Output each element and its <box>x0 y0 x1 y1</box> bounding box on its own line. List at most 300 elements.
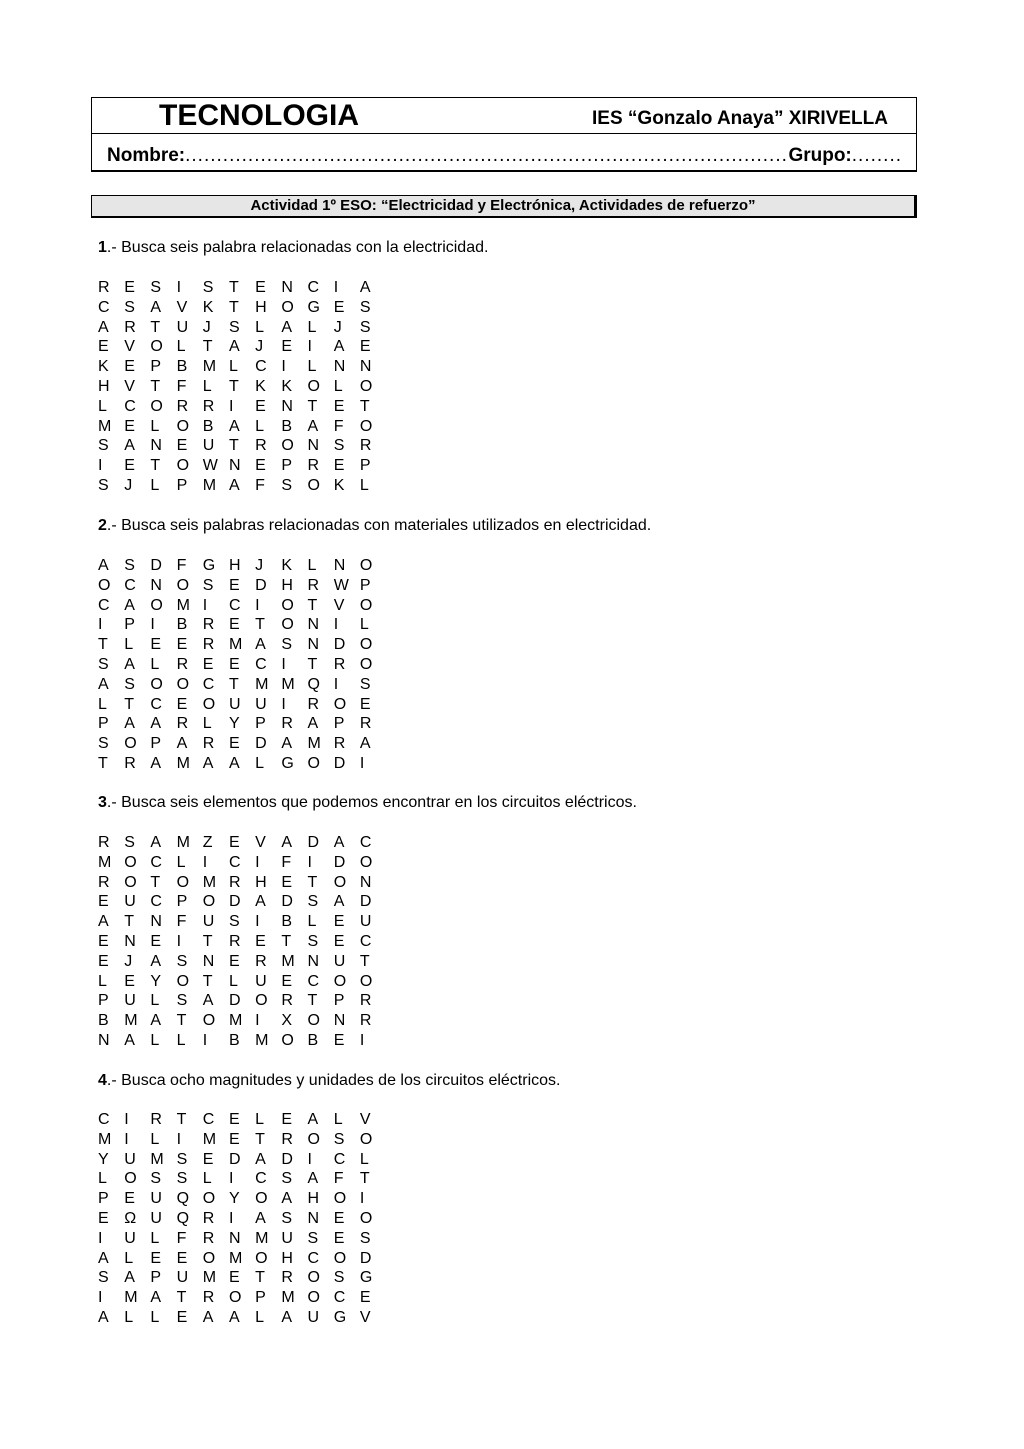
grid-letter: S <box>333 437 345 455</box>
grid-letter: R <box>228 932 241 950</box>
grid-row <box>98 1011 386 1031</box>
grid-letter: L <box>150 1130 160 1148</box>
grid-letter: A <box>124 1031 135 1049</box>
grid-letter: O <box>281 437 294 455</box>
grid-letter: C <box>228 853 241 871</box>
grid-letter: T <box>228 298 239 316</box>
grid-letter: A <box>150 834 162 851</box>
grid-letter: L <box>150 1229 160 1247</box>
grid-letter: T <box>359 1170 370 1188</box>
grid-letter: N <box>98 1031 110 1049</box>
grid-letter: I <box>281 695 286 713</box>
grid-row <box>98 932 386 952</box>
grid-letter: S <box>98 655 109 673</box>
grid-letter: P <box>150 735 162 753</box>
grid-letter: M <box>202 476 217 494</box>
grid-letter: F <box>176 377 187 395</box>
grid-letter: E <box>98 932 109 950</box>
grid-letter: J <box>255 338 264 356</box>
grid-letter: R <box>255 437 267 455</box>
grid-row <box>98 635 386 655</box>
grid-letter: V <box>124 377 135 395</box>
grid-letter: A <box>255 893 266 911</box>
grid-row <box>98 1189 386 1209</box>
grid-letter: N <box>333 358 346 376</box>
grid-letter: D <box>281 893 293 911</box>
grid-letter: R <box>176 397 189 415</box>
grid-letter: M <box>98 853 112 871</box>
grid-row <box>98 1169 386 1189</box>
grid-letter: O <box>307 1130 320 1148</box>
grid-letter: T <box>307 596 318 614</box>
grid-letter: I <box>359 754 365 772</box>
grid-letter: N <box>307 952 320 970</box>
grid-letter: I <box>176 932 182 950</box>
grid-letter: O <box>359 557 373 574</box>
grid-letter: Q <box>176 1190 190 1208</box>
grid-letter: U <box>176 1269 189 1287</box>
grid-letter: G <box>307 298 320 316</box>
grid-letter: M <box>307 735 321 753</box>
grid-letter: M <box>228 636 243 654</box>
grid-letter: M <box>255 675 269 693</box>
question-number: 1 <box>98 239 107 256</box>
grid-letter: E <box>281 338 292 356</box>
grid-letter: N <box>281 279 293 296</box>
grid-letter: N <box>281 397 293 415</box>
grid-row <box>98 695 386 715</box>
question-text: .- Busca ocho magnitudes y unidades de los circuitos eléctricos. <box>106 1072 561 1089</box>
grid-letter: E <box>176 1308 188 1326</box>
grid-letter: B <box>281 417 292 435</box>
grid-letter: D <box>228 1150 241 1168</box>
grid-letter: O <box>255 1249 268 1267</box>
grid-letter: I <box>281 358 286 376</box>
grid-letter: N <box>228 1229 241 1247</box>
grid-letter: I <box>255 853 260 871</box>
grid-letter: L <box>228 972 238 990</box>
grid-letter: E <box>333 1209 345 1227</box>
grid-row <box>98 972 386 992</box>
grid-row <box>98 397 386 417</box>
grid-letter: T <box>176 1289 187 1307</box>
grid-letter: S <box>124 557 135 574</box>
grid-letter: O <box>281 1031 294 1049</box>
grid-letter: P <box>124 616 135 634</box>
grid-letter: M <box>124 1289 138 1307</box>
grid-letter: E <box>150 932 162 950</box>
grid-letter: D <box>228 992 241 1010</box>
grid-letter: O <box>124 873 137 891</box>
grid-letter: R <box>281 1269 293 1287</box>
grid-letter: A <box>150 952 162 970</box>
grid-letter: S <box>307 893 319 911</box>
grid-letter: V <box>333 596 345 614</box>
grid-letter: D <box>281 1150 293 1168</box>
grid-letter: Y <box>228 1190 240 1208</box>
grid-row <box>98 714 386 734</box>
grid-letter: O <box>307 754 320 772</box>
grid-letter: L <box>176 853 186 871</box>
question-number: 2 <box>98 517 107 534</box>
grid-letter: F <box>255 476 265 494</box>
grid-letter: L <box>150 476 160 494</box>
grid-letter: O <box>202 1249 216 1267</box>
grid-letter: A <box>150 1012 162 1030</box>
grid-letter: C <box>307 972 320 990</box>
grid-letter: W <box>202 457 218 475</box>
grid-letter: A <box>281 834 292 851</box>
grid-letter: O <box>255 992 268 1010</box>
grid-letter: S <box>281 1170 292 1188</box>
grid-letter: C <box>255 358 267 376</box>
grid-letter: A <box>228 754 240 772</box>
grid-letter: R <box>307 695 320 713</box>
grid-row <box>98 1130 386 1150</box>
grid-row <box>98 1249 386 1269</box>
grid-letter: O <box>359 636 373 654</box>
grid-letter: E <box>228 1130 240 1148</box>
word-search-grid-4 <box>98 1110 386 1328</box>
grid-letter: O <box>281 616 294 634</box>
grid-letter: Z <box>202 834 213 851</box>
grid-letter: I <box>176 1130 182 1148</box>
grid-letter: T <box>176 1012 187 1030</box>
grid-letter: P <box>150 1269 162 1287</box>
grid-letter: L <box>98 1170 107 1188</box>
grid-letter: H <box>307 1190 320 1208</box>
grid-letter: D <box>228 893 241 911</box>
grid-letter: S <box>228 318 240 336</box>
grid-letter: P <box>150 358 162 376</box>
grid-letter: C <box>98 1111 110 1128</box>
grid-letter: T <box>255 1130 265 1148</box>
grid-letter: J <box>124 476 133 494</box>
grid-letter: C <box>150 853 162 871</box>
header-box <box>91 97 917 172</box>
grid-letter: H <box>228 557 241 574</box>
grid-letter: T <box>124 695 134 713</box>
grid-letter: E <box>124 279 135 296</box>
grid-letter: K <box>281 557 292 574</box>
grid-letter: L <box>307 557 317 574</box>
grid-letter: E <box>333 298 345 316</box>
grid-row <box>98 456 386 476</box>
grid-letter: S <box>176 1170 188 1188</box>
grid-letter: T <box>307 655 318 673</box>
grid-letter: M <box>150 1150 164 1168</box>
grid-letter: L <box>255 318 265 336</box>
grid-letter: R <box>333 655 346 673</box>
grid-letter: U <box>150 1209 162 1227</box>
grid-letter: A <box>202 1308 214 1326</box>
grid-letter: E <box>150 1249 162 1267</box>
grid-letter: F <box>333 1170 344 1188</box>
grid-letter: R <box>98 873 110 891</box>
grid-letter: A <box>124 437 135 455</box>
grid-letter: I <box>228 1209 234 1227</box>
grid-letter: M <box>202 873 217 891</box>
grid-letter: A <box>228 1308 240 1326</box>
grid-letter: T <box>150 873 161 891</box>
grid-letter: R <box>202 735 215 753</box>
grid-row <box>98 655 386 675</box>
grid-letter: O <box>176 417 190 435</box>
school-name: IES “Gonzalo Anaya” XIRIVELLA <box>592 108 888 129</box>
grid-letter: F <box>176 913 187 931</box>
grid-row <box>98 833 386 853</box>
grid-letter: L <box>228 358 238 376</box>
grid-letter: R <box>281 715 293 733</box>
grid-letter: S <box>307 932 319 950</box>
name-line <box>107 145 902 167</box>
grid-letter: N <box>202 952 215 970</box>
grid-letter: L <box>255 1111 265 1128</box>
grid-letter: A <box>202 754 214 772</box>
grid-letter: A <box>124 715 135 733</box>
grid-letter: G <box>359 1269 373 1287</box>
grid-letter: Y <box>150 972 162 990</box>
grid-letter: A <box>307 1111 319 1128</box>
grid-letter: E <box>255 279 266 296</box>
grid-letter: E <box>228 1269 240 1287</box>
question-number: 3 <box>98 794 107 811</box>
grid-letter: N <box>359 873 372 891</box>
grid-row <box>98 1150 386 1170</box>
grid-letter: O <box>176 457 190 475</box>
activity-title: Actividad 1º ESO: “Electricidad y Electrónica, Actividades de refuerzo” <box>91 195 917 218</box>
grid-row <box>98 675 386 695</box>
grid-letter: V <box>176 298 188 316</box>
grid-row <box>98 1110 386 1130</box>
grid-letter: U <box>124 992 136 1010</box>
grid-letter: F <box>281 853 292 871</box>
grid-letter: T <box>359 397 370 415</box>
grid-letter: I <box>98 1289 103 1307</box>
grid-letter: M <box>202 1269 217 1287</box>
grid-row <box>98 357 386 377</box>
grid-letter: P <box>359 576 371 594</box>
grid-letter: M <box>228 1012 243 1030</box>
grid-row <box>98 1209 386 1229</box>
grid-letter: L <box>124 1308 134 1326</box>
grid-letter: O <box>281 596 294 614</box>
grid-letter: S <box>98 735 109 753</box>
grid-letter: Y <box>98 1150 109 1168</box>
grid-letter: T <box>359 952 370 970</box>
grid-letter: E <box>124 457 135 475</box>
grid-letter: P <box>98 992 109 1010</box>
grid-letter: C <box>202 675 215 693</box>
grid-letter: T <box>150 318 161 336</box>
grid-letter: D <box>307 834 320 851</box>
grid-letter: E <box>228 834 240 851</box>
grid-letter: O <box>307 377 320 395</box>
grid-letter: O <box>307 476 320 494</box>
grid-letter: C <box>255 1170 267 1188</box>
grid-letter: O <box>150 338 163 356</box>
grid-letter: S <box>98 1269 109 1287</box>
grid-letter: M <box>281 952 295 970</box>
grid-row <box>98 873 386 893</box>
grid-letter: R <box>202 1229 215 1247</box>
grid-letter: I <box>333 279 339 296</box>
grid-letter: E <box>98 1209 109 1227</box>
grid-letter: T <box>307 873 318 891</box>
grid-letter: I <box>98 616 103 634</box>
grid-letter: M <box>228 1249 243 1267</box>
grid-letter: T <box>307 992 318 1010</box>
grid-letter: C <box>150 893 162 911</box>
question-4 <box>98 1071 560 1091</box>
grid-letter: S <box>359 318 371 336</box>
grid-letter: A <box>98 675 109 693</box>
grid-letter: R <box>176 715 189 733</box>
grid-letter: O <box>150 397 163 415</box>
grid-letter: O <box>359 972 373 990</box>
grid-letter: R <box>124 318 136 336</box>
grid-letter: I <box>176 279 182 296</box>
grid-letter: L <box>98 695 107 713</box>
grid-letter: O <box>359 596 373 614</box>
grid-letter: A <box>150 754 162 772</box>
question-3 <box>98 793 637 813</box>
grid-letter: F <box>176 1229 187 1247</box>
grid-letter: S <box>98 437 109 455</box>
grid-letter: T <box>202 932 213 950</box>
grid-row <box>98 734 386 754</box>
grid-letter: S <box>176 1150 188 1168</box>
grid-letter: T <box>150 377 161 395</box>
grid-letter: R <box>359 1012 372 1030</box>
grid-letter: I <box>98 457 103 475</box>
grid-letter: E <box>98 952 109 970</box>
grid-letter: O <box>176 675 190 693</box>
grid-letter: A <box>98 557 109 574</box>
grid-letter: S <box>228 913 240 931</box>
grid-letter: I <box>307 1150 312 1168</box>
grid-row <box>98 1031 386 1051</box>
grid-letter: O <box>150 675 163 693</box>
grid-letter: G <box>333 1308 347 1326</box>
grid-letter: O <box>124 735 137 753</box>
grid-row <box>98 318 386 338</box>
grid-letter: C <box>255 655 267 673</box>
grid-letter: O <box>333 695 347 713</box>
grid-row <box>98 298 386 318</box>
grid-letter: L <box>124 1249 134 1267</box>
grid-letter: C <box>98 596 110 614</box>
grid-letter: H <box>255 873 267 891</box>
grid-letter: E <box>333 932 345 950</box>
grid-letter: E <box>333 913 345 931</box>
grid-letter: O <box>150 596 163 614</box>
grid-letter: T <box>176 1111 187 1128</box>
grid-letter: O <box>281 298 294 316</box>
grid-letter: R <box>150 1111 162 1128</box>
grid-letter: S <box>150 1170 162 1188</box>
grid-letter: O <box>333 972 347 990</box>
grid-letter: I <box>202 596 208 614</box>
grid-letter: T <box>228 675 239 693</box>
grid-letter: L <box>202 1170 212 1188</box>
grid-letter: U <box>124 1229 136 1247</box>
grid-letter: O <box>307 1012 320 1030</box>
grid-letter: A <box>333 338 345 356</box>
grid-letter: E <box>202 1150 214 1168</box>
grid-letter: A <box>228 417 240 435</box>
grid-letter: E <box>228 735 240 753</box>
grid-letter: I <box>124 1111 129 1128</box>
grid-letter: R <box>359 992 372 1010</box>
grid-letter: P <box>333 992 345 1010</box>
grid-letter: E <box>255 457 266 475</box>
grid-letter: A <box>333 834 345 851</box>
grid-letter: E <box>176 636 188 654</box>
grid-letter: B <box>176 358 188 376</box>
grid-letter: J <box>255 557 264 574</box>
grid-letter: M <box>176 754 190 772</box>
grid-letter: E <box>228 576 240 594</box>
grid-letter: T <box>228 377 239 395</box>
grid-letter: M <box>176 834 190 851</box>
grid-letter: A <box>281 1308 292 1326</box>
question-number: 4 <box>98 1072 107 1089</box>
grid-letter: R <box>98 834 110 851</box>
grid-letter: C <box>359 834 372 851</box>
grid-letter: Y <box>228 715 240 733</box>
grid-letter: E <box>124 358 135 376</box>
grid-row <box>98 1268 386 1288</box>
grid-letter: R <box>202 616 215 634</box>
grid-letter: C <box>124 576 136 594</box>
word-search-grid-1 <box>98 278 386 496</box>
grid-letter: A <box>307 1170 319 1188</box>
question-text: .- Busca seis palabra relacionadas con la electricidad. <box>106 239 489 256</box>
grid-letter: A <box>307 715 319 733</box>
grid-row <box>98 1288 386 1308</box>
grid-letter: R <box>359 715 372 733</box>
grid-letter: N <box>333 1012 346 1030</box>
grid-letter: A <box>228 476 240 494</box>
grid-letter: Q <box>307 675 320 693</box>
grid-letter: O <box>333 1190 347 1208</box>
grid-row <box>98 1308 386 1328</box>
grid-row <box>98 278 386 298</box>
grid-letter: P <box>333 715 345 733</box>
grid-letter: D <box>359 893 372 911</box>
grid-letter: O <box>359 1130 373 1148</box>
grid-letter: S <box>124 675 135 693</box>
name-label: Nombre: <box>107 145 186 166</box>
grid-letter: B <box>202 417 214 435</box>
grid-letter: S <box>281 636 292 654</box>
grid-letter: L <box>333 1111 343 1128</box>
question-2 <box>98 516 651 536</box>
grid-letter: U <box>124 1150 136 1168</box>
grid-letter: H <box>255 298 267 316</box>
subject-title: TECNOLOGIA <box>159 99 359 132</box>
grid-letter: K <box>333 476 345 494</box>
grid-letter: T <box>255 616 265 634</box>
grid-letter: M <box>281 1289 295 1307</box>
grid-letter: J <box>124 952 133 970</box>
grid-letter: R <box>281 1130 293 1148</box>
grid-letter: O <box>359 655 373 673</box>
grid-letter: C <box>333 1150 346 1168</box>
grid-letter: R <box>98 279 110 296</box>
grid-letter: K <box>255 377 266 395</box>
